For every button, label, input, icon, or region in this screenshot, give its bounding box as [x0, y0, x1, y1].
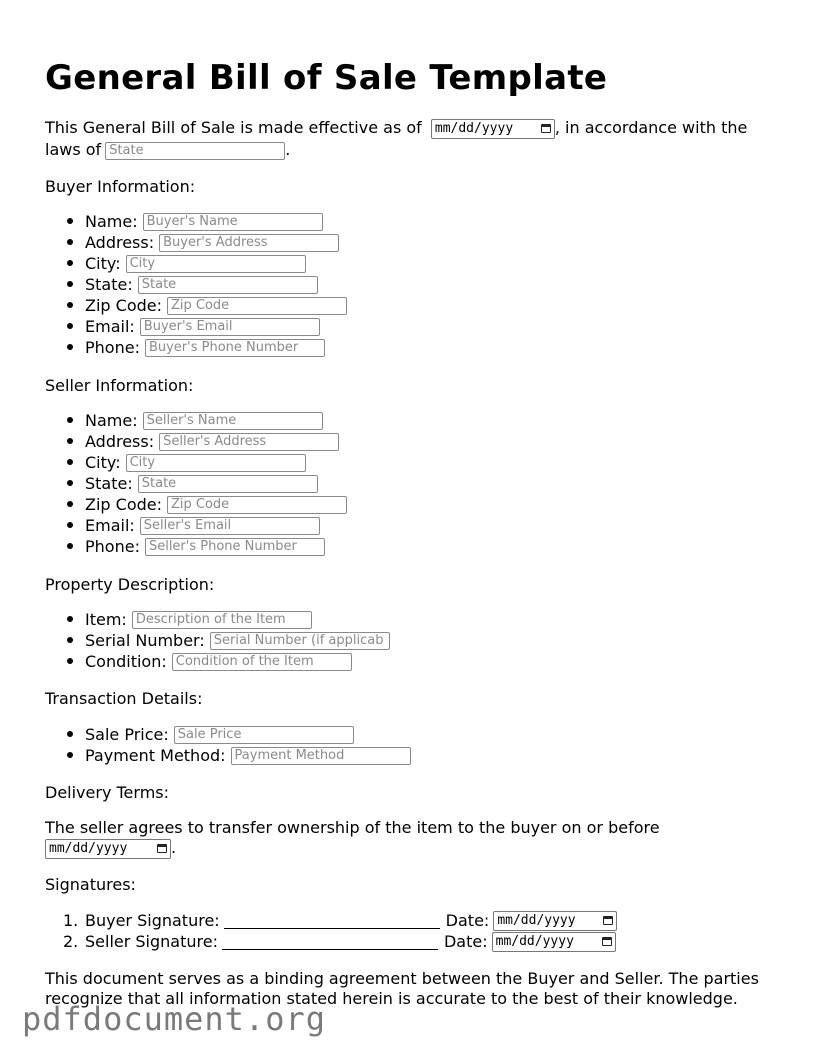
seller-state-row [85, 473, 318, 494]
buyer-city-label: City: [85, 254, 121, 273]
seller-zip-input[interactable] [167, 496, 347, 514]
bullet [67, 752, 73, 758]
buyer-name-input[interactable] [143, 213, 323, 231]
intro-text-after: , in accordance with the [554, 118, 748, 137]
buyer-heading: Buyer Information: [45, 177, 196, 196]
seller-city-row [85, 452, 306, 473]
buyer-zip-input[interactable] [167, 297, 347, 315]
seller-name-label: Name: [85, 411, 138, 430]
buyer-zip-row [85, 295, 347, 316]
seller-signature-date-input[interactable] [492, 932, 616, 952]
bullet [67, 218, 73, 224]
buyer-phone-label: Phone: [85, 338, 140, 357]
governing-state-input[interactable] [105, 142, 285, 160]
buyer-signature-date-input[interactable] [493, 911, 617, 931]
buyer-phone-row [85, 337, 325, 358]
signatures-heading: Signatures: [45, 875, 136, 894]
bullet [67, 323, 73, 329]
item-description-input[interactable] [132, 611, 312, 629]
calendar-icon [603, 916, 613, 925]
seller-city-label: City: [85, 453, 121, 472]
buyer-city-row [85, 253, 306, 274]
date-placeholder: mm/dd/yyyy [495, 934, 574, 949]
seller-address-input[interactable] [159, 433, 339, 451]
delivery-date-line [45, 837, 176, 859]
intro-line-2 [45, 139, 290, 160]
payment-method-input[interactable] [231, 747, 411, 765]
transaction-heading: Transaction Details: [45, 689, 203, 708]
list-number: 1. [63, 911, 79, 930]
bullet [67, 239, 73, 245]
seller-address-row [85, 431, 339, 452]
date-placeholder: mm/dd/yyyy [434, 121, 514, 136]
serial-row [85, 630, 390, 651]
seller-phone-row [85, 536, 325, 557]
seller-email-input[interactable] [140, 517, 320, 535]
buyer-address-row [85, 232, 339, 253]
buyer-date-label: Date: [445, 911, 490, 930]
page-title: General Bill of Sale Template [45, 58, 608, 98]
bullet [67, 637, 73, 643]
buyer-address-label: Address: [85, 233, 155, 252]
buyer-address-input[interactable] [159, 234, 339, 252]
intro-line-1 [45, 117, 747, 139]
bullet [67, 459, 73, 465]
delivery-heading: Delivery Terms: [45, 783, 170, 802]
buyer-state-input[interactable] [138, 276, 318, 294]
delivery-date-input[interactable] [45, 839, 171, 859]
buyer-signature-label: Buyer Signature: [85, 911, 220, 930]
buyer-phone-input[interactable] [145, 339, 325, 357]
calendar-icon [602, 937, 612, 946]
bullet [67, 616, 73, 622]
sale-price-input[interactable] [174, 726, 354, 744]
bullet [67, 480, 73, 486]
seller-phone-label: Phone: [85, 537, 140, 556]
seller-signature-line[interactable] [222, 934, 438, 950]
seller-state-input[interactable] [138, 475, 318, 493]
bullet [67, 731, 73, 737]
period: . [171, 838, 177, 857]
bullet [67, 281, 73, 287]
payment-method-label: Payment Method: [85, 746, 226, 765]
seller-heading: Seller Information: [45, 376, 194, 395]
bullet [67, 417, 73, 423]
closing-line-2: recognize that all information stated herein is accurate to the best of their knowledge. [45, 989, 738, 1008]
bullet [67, 344, 73, 350]
buyer-email-input[interactable] [140, 318, 320, 336]
item-label: Item: [85, 610, 127, 629]
watermark: pdfdocument.org [22, 1000, 326, 1038]
condition-input[interactable] [172, 653, 352, 671]
buyer-signature-row [63, 910, 617, 931]
seller-zip-label: Zip Code: [85, 495, 162, 514]
list-number: 2. [63, 932, 79, 951]
seller-zip-row [85, 494, 347, 515]
delivery-text: The seller agrees to transfer ownership of the item to the buyer on or before [45, 818, 660, 837]
buyer-signature-line[interactable] [224, 913, 440, 929]
sale-price-label: Sale Price: [85, 725, 169, 744]
calendar-icon [541, 124, 551, 133]
calendar-icon [157, 844, 167, 853]
serial-number-input[interactable] [210, 632, 390, 650]
date-placeholder: mm/dd/yyyy [49, 841, 128, 856]
seller-state-label: State: [85, 474, 133, 493]
condition-label: Condition: [85, 652, 167, 671]
effective-date-input[interactable] [431, 119, 555, 139]
buyer-state-label: State: [85, 275, 133, 294]
seller-phone-input[interactable] [145, 538, 325, 556]
seller-name-row [85, 410, 323, 431]
seller-address-label: Address: [85, 432, 155, 451]
sale-price-row [85, 724, 354, 745]
item-row [85, 609, 312, 630]
bullet [67, 658, 73, 664]
buyer-name-label: Name: [85, 212, 138, 231]
buyer-city-input[interactable] [126, 255, 306, 273]
serial-label: Serial Number: [85, 631, 205, 650]
date-placeholder: mm/dd/yyyy [497, 913, 576, 928]
seller-date-label: Date: [443, 932, 488, 951]
intro-text: This General Bill of Sale is made effective as of [45, 118, 422, 137]
buyer-state-row [85, 274, 318, 295]
closing-line-1: This document serves as a binding agreement between the Buyer and Seller. The parties [45, 969, 759, 988]
bullet [67, 438, 73, 444]
bullet [67, 543, 73, 549]
bullet [67, 260, 73, 266]
seller-email-label: Email: [85, 516, 135, 535]
seller-signature-label: Seller Signature: [85, 932, 218, 951]
payment-method-row [85, 745, 411, 766]
seller-name-input[interactable] [143, 412, 323, 430]
laws-of-text: laws of [45, 140, 102, 159]
seller-city-input[interactable] [126, 454, 306, 472]
buyer-zip-label: Zip Code: [85, 296, 162, 315]
buyer-name-row [85, 211, 323, 232]
property-heading: Property Description: [45, 575, 215, 594]
period: . [285, 140, 291, 159]
seller-signature-row [63, 931, 616, 952]
bullet [67, 522, 73, 528]
condition-row [85, 651, 352, 672]
seller-email-row [85, 515, 320, 536]
buyer-email-label: Email: [85, 317, 135, 336]
buyer-email-row [85, 316, 320, 337]
bullet [67, 302, 73, 308]
bullet [67, 501, 73, 507]
